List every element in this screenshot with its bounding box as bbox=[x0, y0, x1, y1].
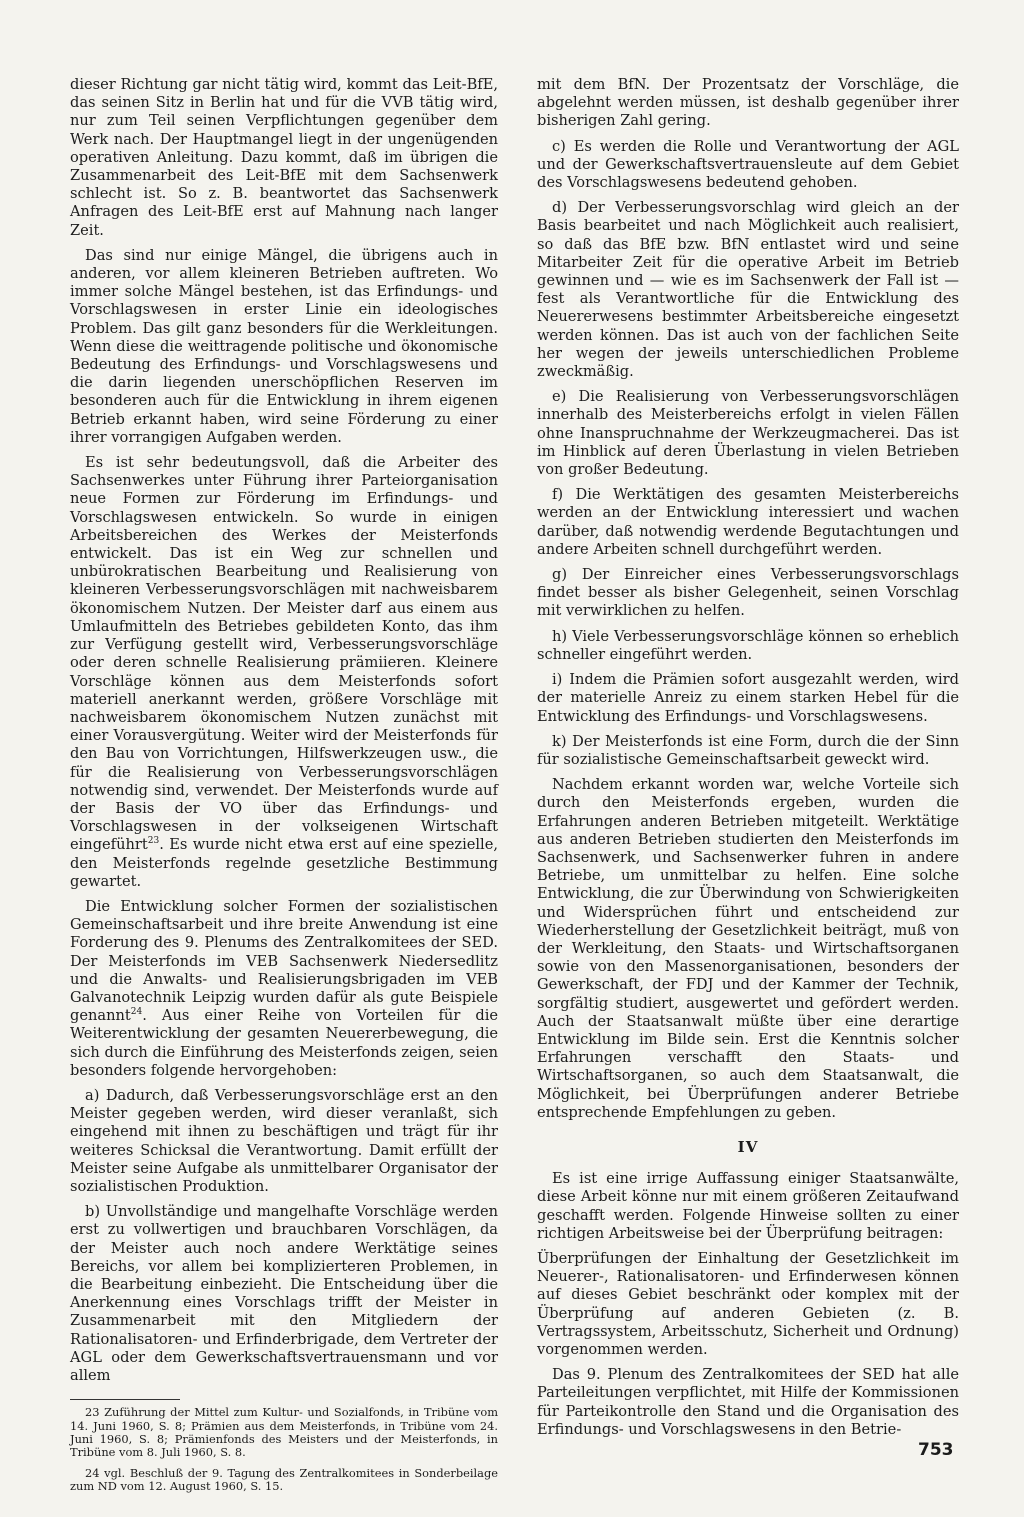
paragraph: dieser Richtung gar nicht tätig wird, kommt das Leit-BfE, das seinen Sitz in Berlin hat und für die VVB tätig wird, nur zum Teil seinen Verpflichtungen gegenüber dem Werk nach. Der Hauptmangel liegt in der ungenügenden operativen Anleitung. Dazu kommt, daß im übrigen die Zusammenarbeit des Leit-BfE mit dem Sachsenwerk schlecht ist. So z. B. beantwortet das Sachsenwerk Anfragen des Leit-BfE erst auf Mahnung nach langer Zeit. bbox=[70, 76, 498, 239]
footnote-ref: 23 bbox=[147, 836, 160, 847]
paragraph: Es ist sehr bedeutungsvoll, daß die Arbeiter des Sachsenwerkes unter Führung ihrer Parteiorganisation neue Formen zur Förderung im Erfindungs- und Vorschlagswesen entwickeln. So wurde in einigen Arbeitsbereichen des Werkes der Meisterfonds entwickelt. Das ist ein Weg zur schnellen und unbürokratischen Bearbeitung und Realisierung von kleineren Verbesserungsvorschlägen mit nachweisbarem ökonomischem Nutzen. Der Meister darf aus einem aus Umlaufmitteln des Betriebes gebildeten Konto, das ihm zur Verfügung gestellt wird, Verbesserungsvorschläge oder deren schnelle Realisierung prämiieren. Kleinere Vorschläge können aus dem Meisterfonds sofort materiell anerkannt werden, größere Vorschläge mit nachweisbarem ökonomischem Nutzen zunächst mit einer Vorausvergütung. Weiter wird der Meisterfonds für den Bau von Vorrichtungen, Hilfswerkzeugen usw., die für die Realisierung von Verbesserungsvorschlägen notwendig sind, verwendet. Der Meisterfonds wurde auf der Basis der VO über das Erfindungs- und Vorschlagswesen in der volkseigenen Wirtschaft eingeführt$^{23}$. Es wurde nicht etwa erst auf eine spezielle, den Meisterfonds regelnde gesetzliche Bestimmung gewartet. bbox=[70, 454, 498, 890]
list-item: d) Der Verbesserungsvorschlag wird gleich an der Basis bearbeitet und nach Möglichkeit auch realisiert, so daß das BfE bzw. BfN entlastet wird und seine Mitarbeiter Zeit für die operative Arbeit im Betrieb gewinnen und — wie es im Sachsenwerk der Fall ist — fest als Verantwortliche für die Entwicklung des Neuererwesens bestimmter Arbeitsbereiche eingesetzt werden können. Das ist auch von der fachlichen Seite her wegen der jeweils unterschiedlichen Probleme zweckmäßig. bbox=[537, 199, 959, 381]
paragraph: Überprüfungen der Einhaltung der Gesetzlichkeit im Neuerer-, Rationalisatoren- und Erfinderwesen können auf dieses Gebiet beschränkt oder komplex mit der Überprüfung auf anderen Gebieten (z. B. Vertragssystem, Arbeitsschutz, Sicherheit und Ordnung) vorgenommen werden. bbox=[537, 1249, 959, 1358]
left-column bbox=[70, 76, 498, 1501]
footnote-ref: 24 bbox=[130, 1007, 143, 1018]
list-item: g) Der Einreicher eines Verbesserungsvorschlags findet besser als bisher Gelegenheit, seinen Vorschlag mit verwirklichen zu helfen. bbox=[537, 566, 959, 620]
list-item: h) Viele Verbesserungsvorschläge können so erheblich schneller eingeführt werden. bbox=[537, 627, 959, 663]
footnote: 24 vgl. Beschluß der 9. Tagung des Zentralkomitees in Sonderbeilage zum ND vom 12. August 1960, S. 15. bbox=[70, 1465, 498, 1494]
list-item: b) Unvollständige und mangelhafte Vorschläge werden erst zu vollwertigen und brauchbaren Vorschlägen, da der Meister auch noch andere Werktätige seines Bereichs, vor allem bei komplizierteren Problemen, in die Bearbeitung einbezieht. Die Entscheidung über die Anerkennung eines Vorschlags trifft der Meister in Zusammenarbeit mit den Mitgliedern der Rationalisatoren- und Erfinderbrigade, dem Vertreter der AGL oder dem Gewerkschaftsvertrauensmann und vor allem bbox=[70, 1203, 498, 1385]
list-item: i) Indem die Prämien sofort ausgezahlt werden, wird der materielle Anreiz zu einem starken Hebel für die Entwicklung des Erfindungs- und Vorschlagswesens. bbox=[537, 671, 959, 725]
page-number: 753 bbox=[918, 1440, 954, 1460]
paragraph: Das sind nur einige Mängel, die übrigens auch in anderen, vor allem kleineren Betrieben auftreten. Wo immer solche Mängel bestehen, ist das Erfindungs- und Vorschlagswesen in erster Linie ein ideologisches Problem. Das gilt ganz besonders für die Werkleitungen. Wenn diese die weittragende politische und ökonomische Bedeutung des Erfindungs- und Vorschlagswesens und die darin liegenden unerschöpflichen Reserven im besonderen auch für die Entwicklung in ihrem eigenen Betrieb erkannt haben, wird seine Förderung zu einer ihrer vorrangigen Aufgaben werden. bbox=[70, 246, 498, 446]
footnote: 23 Zuführung der Mittel zum Kultur- und Sozialfonds, in Tribüne vom 14. Juni 1960, S. 8; Prämien aus dem Meisterfonds, in Tribüne vom 24. Juni 1960, S. 8; Prämienfonds des Meisters und der Meisterfonds, in Tribüne vom 8. Juli 1960, S. 8. bbox=[70, 1405, 498, 1460]
section-heading: IV bbox=[737, 1137, 759, 1156]
paragraph: Nachdem erkannt worden war, welche Vorteile sich durch den Meisterfonds ergeben, wurden die Erfahrungen anderen Betrieben mitgeteilt. Werktätige aus anderen Betrieben studierten den Meisterfonds im Sachsenwerk, und Sachsenwerker fuhren in andere Betriebe, um unmittelbar zu helfen. Eine solche Entwicklung, die zur Überwindung von Schwierigkeiten und Widersprüchen führt und entscheidend zur Wiederherstellung der Gesetzlichkeit beiträgt, muß von der Werkleitung, den Staats- und Wirtschaftsorganen sowie von den Massenorganisationen, besonders der Gewerkschaft, der FDJ und der Kammer der Technik, sorgfältig studiert, ausgewertet und gefördert werden. Auch der Staatsanwalt müßte über eine derartige Entwicklung im Bilde sein. Erst die Kenntnis solcher Erfahrungen verschafft den Staats- und Wirtschaftsorganen, so auch dem Staatsanwalt, die Möglichkeit, bei Überprüfungen anderer Betriebe entsprechende Empfehlungen zu geben. bbox=[537, 776, 959, 1121]
paragraph: mit dem BfN. Der Prozentsatz der Vorschläge, die abgelehnt werden müssen, ist deshalb gegenüber ihrer bisherigen Zahl gering. bbox=[537, 76, 959, 130]
list-item: c) Es werden die Rolle und Verantwortung der AGL und der Gewerkschaftsvertrauensleute auf dem Gebiet des Vorschlagswesens bedeutend gehoben. bbox=[537, 137, 959, 192]
list-item: a) Dadurch, daß Verbesserungsvorschläge erst an den Meister gegeben werden, wird dieser veranlaßt, sich eingehend mit ihnen zu beschäftigen und trägt für ihr weiteres Schicksal die Verantwortung. Damit erfüllt der Meister seine Aufgabe als unmittelbarer Organisator der sozialistischen Produktion. bbox=[70, 1086, 498, 1195]
paragraph: Es ist eine irrige Auffassung einiger Staatsanwälte, diese Arbeit könne nur mit einem größeren Zeitaufwand geschafft werden. Folgende Hinweise sollten zu einer richtigen Arbeitsweise bei der Überprüfung beitragen: bbox=[537, 1170, 959, 1242]
paragraph: Das 9. Plenum des Zentralkomitees der SED hat alle Parteileitungen verpflichtet, mit Hilfe der Kommissionen für Parteikontrolle den Stand und die Organisation des Erfindungs- und Vorschlagswesens in den Betrie- bbox=[537, 1366, 959, 1438]
paragraph: Die Entwicklung solcher Formen der sozialistischen Gemeinschaftsarbeit und ihre breite Anwendung ist eine Forderung des 9. Plenums des Zentralkomitees der SED. Der Meisterfonds im VEB Sachsenwerk Niedersedlitz und die Anwalts- und Realisierungsbrigaden im VEB Galvanotechnik Leipzig wurden dafür als gute Beispiele genannt$^{24}$. Aus einer Reihe von Vorteilen für die Weiterentwicklung der gesamten Neuererbewegung, die sich durch die Einführung des Meisterfonds zeigen, seien besonders folgende hervorgehoben: bbox=[70, 897, 498, 1079]
list-item: k) Der Meisterfonds ist eine Form, durch die der Sinn für sozialistische Gemeinschaftsarbeit geweckt wird. bbox=[537, 732, 959, 768]
footnote-divider bbox=[70, 1399, 180, 1400]
right-column bbox=[537, 76, 959, 1446]
list-item: f) Die Werktätigen des gesamten Meisterbereichs werden an der Entwicklung interessiert und wachen darüber, daß notwendig werdende Begutachtungen und andere Arbeiten schnell durchgeführt werden. bbox=[537, 486, 959, 558]
list-item: e) Die Realisierung von Verbesserungsvorschlägen innerhalb des Meisterbereichs erfolgt in vielen Fällen ohne Inanspruchnahme der Werkzeugmacherei. Das ist im Hinblick auf deren Überlastung in vielen Betrieben von großer Bedeutung. bbox=[537, 388, 959, 479]
